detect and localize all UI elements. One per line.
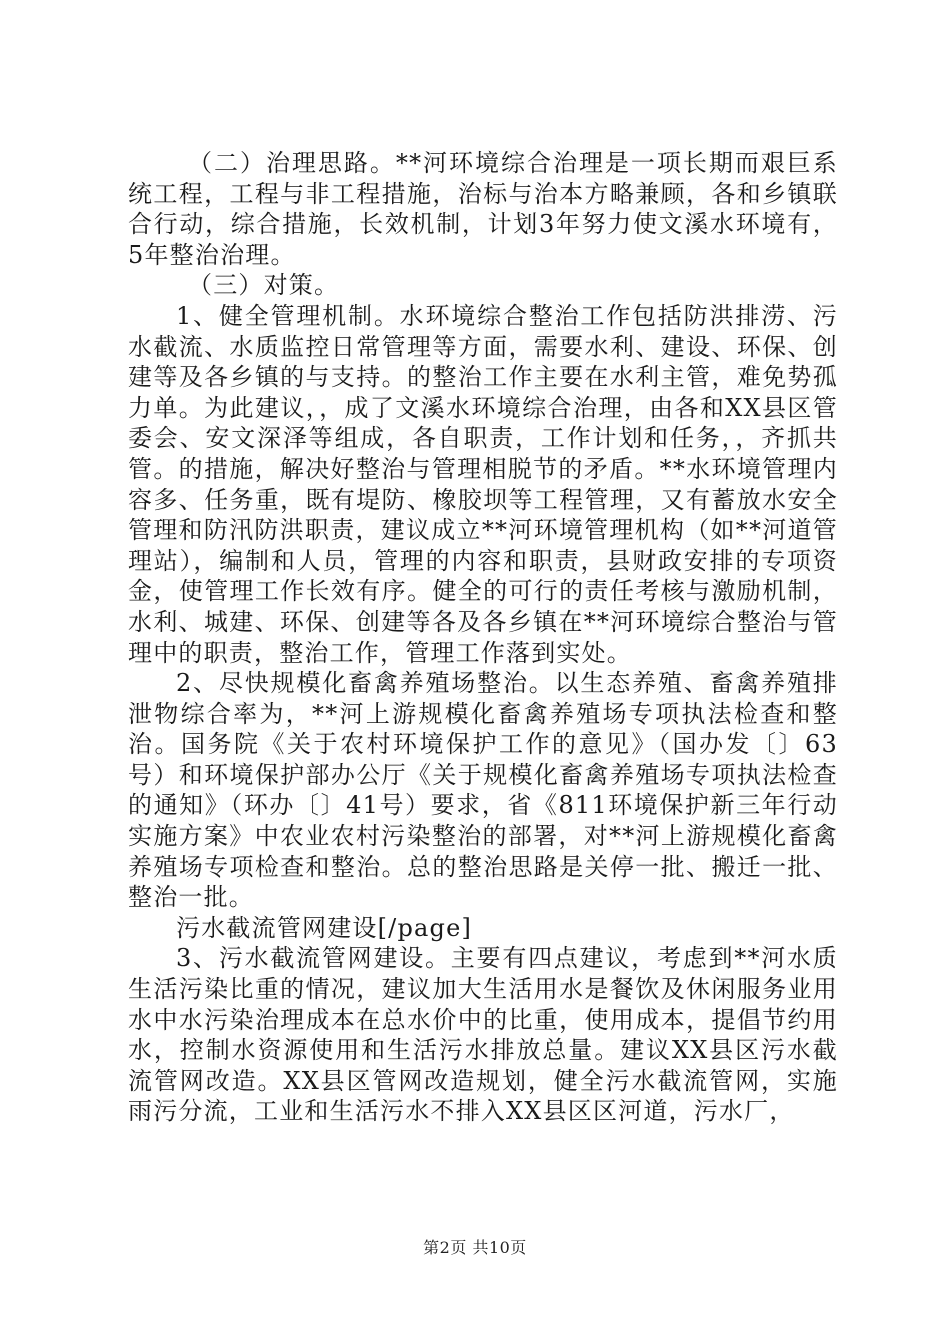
paragraph-governance-approach: （二）治理思路。**河环境综合治理是一项长期而艰巨系统工程，工程与非工程措施，治标与治本方略兼顾，各和乡镇联合行动，综合措施，长效机制，计划3年努力使文溪水环境有，5年整治治理。 xyxy=(128,149,838,269)
document-body xyxy=(128,148,838,1127)
paragraph-management-mechanism: 1、健全管理机制。水环境综合整治工作包括防洪排涝、污水截流、水质监控日常管理等方面，需要水利、建设、环保、创建等及各乡镇的与支持。的整治工作主要在水利主管，难免势孤力单。为此建议，，成了文溪水环境综合治理，由各和XX县区管委会、安文深泽等组成，各自职责，工作计划和任务，，齐抓共管。的措施，解决好整治与管理相脱节的矛盾。**水环境管理内容多、任务重，既有堤防、橡胶坝等工程管理，又有蓄放水安全管理和防汛防洪职责，建议成立**河环境管理机构（如**河道管理站），编制和人员，管理的内容和职责，县财政安排的专项资金，使管理工作长效有序。健全的可行的责任考核与激励机制，水利、城建、环保、创建等各及各乡镇在**河环境综合整治与管理中的职责，整治工作，管理工作落到实处。 xyxy=(128,301,838,667)
paragraph-sewage-network-heading: 污水截流管网建设[/page] xyxy=(176,913,473,942)
paragraph-livestock-farm-remediation: 2、尽快规模化畜禽养殖场整治。以生态养殖、畜禽养殖排泄物综合率为，**河上游规模化畜禽养殖场专项执法检查和整治。国务院《关于农村环境保护工作的意见》（国办发〔〕63号）和环境保护部办公厅《关于规模化畜禽养殖场专项执法检查的通知》（环办〔〕41号）要求，省《811环境保护新三年行动实施方案》中农业农村污染整治的部署，对**河上游规模化畜禽养殖场专项检查和整治。总的整治思路是关停一批、搬迁一批、整治一批。 xyxy=(128,669,838,912)
page-number-footer: 第2页 共10页 xyxy=(423,1238,527,1257)
paragraph-countermeasures-heading: （三）对策。 xyxy=(188,271,340,300)
paragraph-sewage-network-construction: 3、污水截流管网建设。主要有四点建议，考虑到**河水质生活污染比重的情况，建议加大生活用水是餐饮及休闲服务业用水中水污染治理成本在总水价中的比重，使用成本，提倡节约用水，控制水资源使用和生活污水排放总量。建议XX县区污水截流管网改造。XX县区管网改造规划，健全污水截流管网，实施雨污分流，工业和生活污水不排入XX县区区河道，污水厂， xyxy=(128,944,838,1126)
